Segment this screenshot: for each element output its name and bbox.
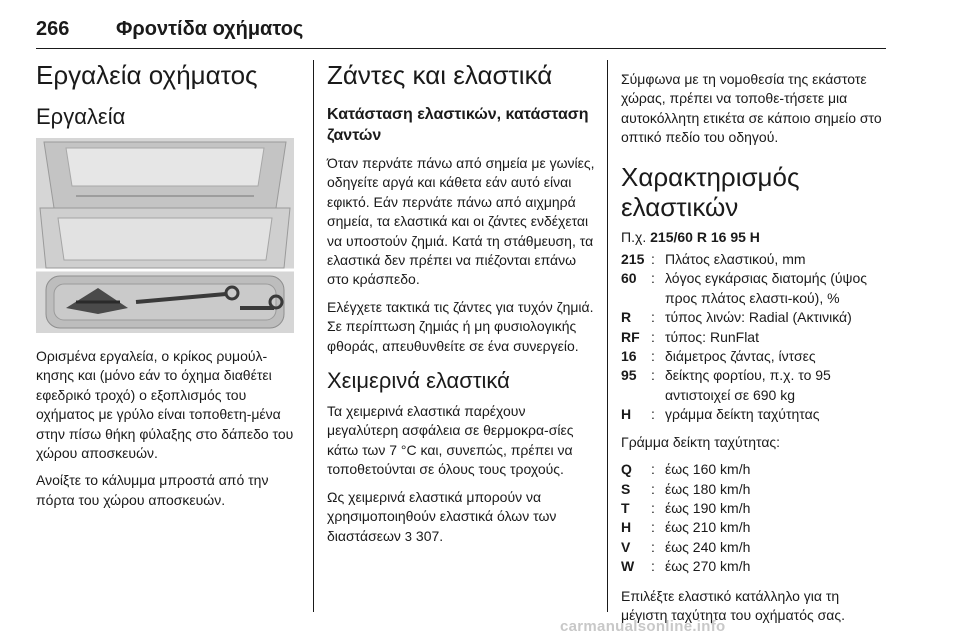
code-description: τύπος: RunFlat xyxy=(665,328,759,345)
trunk-tools-illustration xyxy=(36,138,294,333)
code-key: Q xyxy=(621,461,632,478)
code-key: RF xyxy=(621,328,640,345)
section-title: Ζάντες και ελαστικά xyxy=(327,60,553,90)
speed-index-row xyxy=(621,538,750,557)
code-description: τύπος λινών: Radial (Ακτινικά) xyxy=(665,309,852,326)
code-key: S xyxy=(621,480,631,497)
code-description: έως 190 km/h xyxy=(665,499,751,516)
column-divider xyxy=(607,60,608,612)
tire-code-table xyxy=(621,250,889,425)
subsection-title: Χειμερινά ελαστικά xyxy=(327,368,510,394)
code-description: έως 180 km/h xyxy=(665,480,751,497)
paragraph: Τα χειμερινά ελαστικά παρέχουν μεγαλύτερη ασφάλεια σε θερμοκρα-σίες κάτω των 7 °C και, συνεπώς, πρέπει να τοποθετούνται σε όλους τους τροχούς. xyxy=(327,403,574,478)
paragraph: Ελέγχετε τακτικά τις ζάντες για τυχόν ζημιά. Σε περίπτωση ζημιάς ή μη φυσιολογικής φθοράς, απευθυνθείτε σε ένα συνεργείο. xyxy=(327,298,594,354)
code-key: 215 xyxy=(621,251,645,268)
separator: : xyxy=(651,406,655,423)
paragraph: Όταν περνάτε πάνω από σημεία με γωνίες, οδηγείτε αργά και κάθετα εάν αυτό είναι εφικτό. Εάν περνάτε πάνω από αιχμηρά σημεία, τα ελαστικά και οι ζάντες ενδέχεται να υποστούν ζημιά. Κατά τη στάθμευση, τα ελαστικά δεν πρέπει να πιέζονται επάνω στο κράσπεδο. xyxy=(327,155,595,288)
column-divider xyxy=(313,60,314,612)
speed-index-row xyxy=(621,460,750,479)
code-description: έως 210 km/h xyxy=(665,519,751,536)
code-key: T xyxy=(621,499,630,516)
paragraph-text: Ως χειμερινά ελαστικά μπορούν να χρησιμοποιηθούν ελαστικά όλων των διαστάσεων xyxy=(327,488,557,544)
speed-index-table xyxy=(621,460,750,576)
page-header xyxy=(36,14,886,49)
trunk-illustration-graphic xyxy=(36,138,294,333)
code-description: γράμμα δείκτη ταχύτητας xyxy=(665,406,820,423)
tire-code-row xyxy=(621,250,889,269)
speed-index-row xyxy=(621,557,750,576)
code-key: 16 xyxy=(621,348,637,365)
speed-index-row xyxy=(621,499,750,518)
separator: : xyxy=(651,538,655,555)
watermark: carmanualsonline.info xyxy=(560,618,726,635)
code-description: έως 160 km/h xyxy=(665,461,751,478)
paragraph: Σύμφωνα με τη νομοθεσία της εκάστοτε χώρας, πρέπει να τοποθε-τήσετε μια αυτοκόλλητη ετικέτα σε κάποιο σημείο στο οπτικό πεδίο του οδηγού. xyxy=(621,71,882,146)
separator: : xyxy=(651,328,655,345)
code-description: έως 240 km/h xyxy=(665,538,751,555)
separator: : xyxy=(651,367,655,384)
tire-code-example xyxy=(621,228,889,247)
separator: : xyxy=(651,270,655,287)
tire-code-row xyxy=(621,328,889,347)
code-description: διάμετρος ζάντας, ίντσες xyxy=(665,348,816,365)
code-key: H xyxy=(621,519,632,536)
paragraph: Ορισμένα εργαλεία, ο κρίκος ρυμούλ-κησης και (μόνο εάν το όχημα διαθέτει εφεδρικό τροχό) ο εξοπλισμός του οχήματος με γρύλο είναι τοποθετη-μένα στην πίσω θήκη φύλαξης στο δάπεδο του χώρου αποσκευών. xyxy=(36,348,294,462)
column-2 xyxy=(327,60,595,554)
paragraph xyxy=(327,488,595,546)
example-code: 215/60 R 16 95 H xyxy=(650,228,760,245)
page-number: 266 xyxy=(36,18,70,40)
example-prefix: Π.χ. xyxy=(621,228,647,245)
subsection-heading: Κατάσταση ελαστικών, κατάσταση ζαντών xyxy=(327,106,589,144)
speed-index-row xyxy=(621,480,750,499)
separator: : xyxy=(651,251,655,268)
code-key: R xyxy=(621,309,632,326)
tire-code-row xyxy=(621,405,889,424)
column-1 xyxy=(36,60,296,518)
code-description: Πλάτος ελαστικού, mm xyxy=(665,251,806,268)
paragraph: Επιλέξτε ελαστικό κατάλληλο για τη μέγιστη ταχύτητα του οχήματός σας. xyxy=(621,587,846,623)
speed-index-row xyxy=(621,518,750,537)
running-title: Φροντίδα οχήματος xyxy=(116,18,304,40)
code-key: W xyxy=(621,558,635,575)
separator: : xyxy=(651,348,655,365)
separator: : xyxy=(651,499,655,516)
paragraph: Γράμμα δείκτη ταχύτητας: xyxy=(621,433,781,450)
code-key: V xyxy=(621,538,631,555)
code-description: λόγος εγκάρσιας διατομής (ύψος προς πλάτος ελαστι-κού), % xyxy=(665,270,868,306)
code-key: 95 xyxy=(621,367,637,384)
page-reference-link[interactable]: 307. xyxy=(415,527,444,544)
separator: : xyxy=(651,480,655,497)
tire-code-row xyxy=(621,269,889,308)
separator: : xyxy=(651,558,655,575)
tire-code-row xyxy=(621,366,889,405)
code-description: δείκτης φορτίου, π.χ. το 95 αντιστοιχεί σε 690 kg xyxy=(665,367,831,403)
separator: : xyxy=(651,309,655,326)
tire-code-row xyxy=(621,347,889,366)
column-3 xyxy=(621,70,889,633)
code-description: έως 270 km/h xyxy=(665,558,751,575)
page-reference-icon: 3 xyxy=(404,528,413,544)
section-title: Εργαλεία οχήματος xyxy=(36,60,258,90)
paragraph: Ανοίξτε το κάλυμμα μπροστά από την πόρτα του χώρου αποσκευών. xyxy=(36,472,269,508)
separator: : xyxy=(651,461,655,478)
code-key: 60 xyxy=(621,270,637,287)
tire-code-row xyxy=(621,308,889,327)
separator: : xyxy=(651,519,655,536)
subsection-title: Εργαλεία xyxy=(36,104,126,129)
code-key: H xyxy=(621,406,632,423)
section-title: Χαρακτηρισμός ελαστικών xyxy=(621,161,800,222)
